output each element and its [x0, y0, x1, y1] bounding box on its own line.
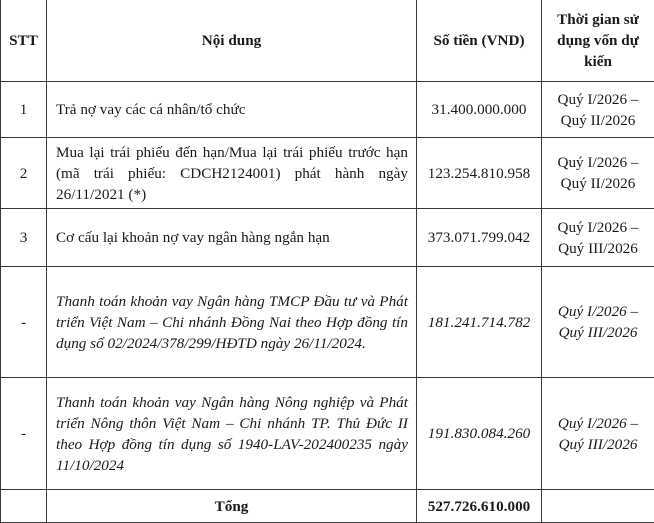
row-content — [47, 378, 417, 490]
row-content-text: Mua lại trái phiếu đến hạn/Mua lại trái phiếu trước hạn (mã trái phiếu: CDCH2124001) phát hành ngày 26/11/2021 (*) — [56, 142, 408, 205]
row-stt: 2 — [1, 138, 47, 209]
row-stt: - — [1, 267, 47, 378]
total-label: Tổng — [47, 490, 417, 523]
header-time-line-2: dụng vốn dự — [542, 30, 654, 51]
row-time-to: Quý II/2026 — [542, 173, 654, 194]
row-time — [542, 378, 654, 490]
row-time — [542, 209, 654, 267]
row-amount: 31.400.000.000 — [417, 82, 542, 138]
header-time — [542, 0, 654, 82]
row-stt: 3 — [1, 209, 47, 267]
row-time-to: Quý III/2026 — [542, 322, 654, 343]
header-amount: Số tiền (VND) — [417, 0, 542, 82]
row-amount: 123.254.810.958 — [417, 138, 542, 209]
header-time-line-3: kiến — [542, 51, 654, 72]
row-amount: 191.830.084.260 — [417, 378, 542, 490]
row-time-from: Quý I/2026 – — [542, 413, 654, 434]
row-time-from: Quý I/2026 – — [542, 152, 654, 173]
row-content — [47, 209, 417, 267]
total-time-empty — [542, 490, 654, 523]
header-stt: STT — [1, 0, 47, 82]
row-time-to: Quý III/2026 — [542, 434, 654, 455]
table-row — [1, 82, 654, 138]
row-amount: 373.071.799.042 — [417, 209, 542, 267]
row-time-to: Quý II/2026 — [542, 110, 654, 131]
table-header-row — [1, 0, 654, 82]
row-stt: - — [1, 378, 47, 490]
table-sub-row — [1, 378, 654, 490]
table-row — [1, 138, 654, 209]
total-stt-empty — [1, 490, 47, 523]
row-content — [47, 267, 417, 378]
row-time — [542, 138, 654, 209]
table-sub-row — [1, 267, 654, 378]
header-time-line-1: Thời gian sử — [542, 9, 654, 30]
row-time-to: Quý III/2026 — [542, 238, 654, 259]
row-time — [542, 267, 654, 378]
row-content — [47, 82, 417, 138]
row-time-from: Quý I/2026 – — [542, 89, 654, 110]
table-row — [1, 209, 654, 267]
row-content-text: Cơ cấu lại khoản nợ vay ngân hàng ngắn hạn — [56, 227, 408, 248]
row-stt: 1 — [1, 82, 47, 138]
row-time — [542, 82, 654, 138]
row-time-from: Quý I/2026 – — [542, 217, 654, 238]
row-time-from: Quý I/2026 – — [542, 301, 654, 322]
row-content — [47, 138, 417, 209]
row-content-text: Thanh toán khoản vay Ngân hàng Nông nghiệp và Phát triển Nông thôn Việt Nam – Chi nhánh TP. Thủ Đức II theo Hợp đồng tín dụng số 1940-LAV-202400235 ngày 11/10/2024 — [56, 392, 408, 476]
row-amount: 181.241.714.782 — [417, 267, 542, 378]
total-row — [1, 490, 654, 523]
row-content-text: Thanh toán khoản vay Ngân hàng TMCP Đầu tư và Phát triển Việt Nam – Chi nhánh Đồng Nai theo Hợp đồng tín dụng số 02/2024/378/299/HĐTD ngày 26/11/2024. — [56, 291, 408, 354]
header-content: Nội dung — [47, 0, 417, 82]
row-content-text: Trả nợ vay các cá nhân/tổ chức — [56, 99, 408, 120]
total-amount: 527.726.610.000 — [417, 490, 542, 523]
